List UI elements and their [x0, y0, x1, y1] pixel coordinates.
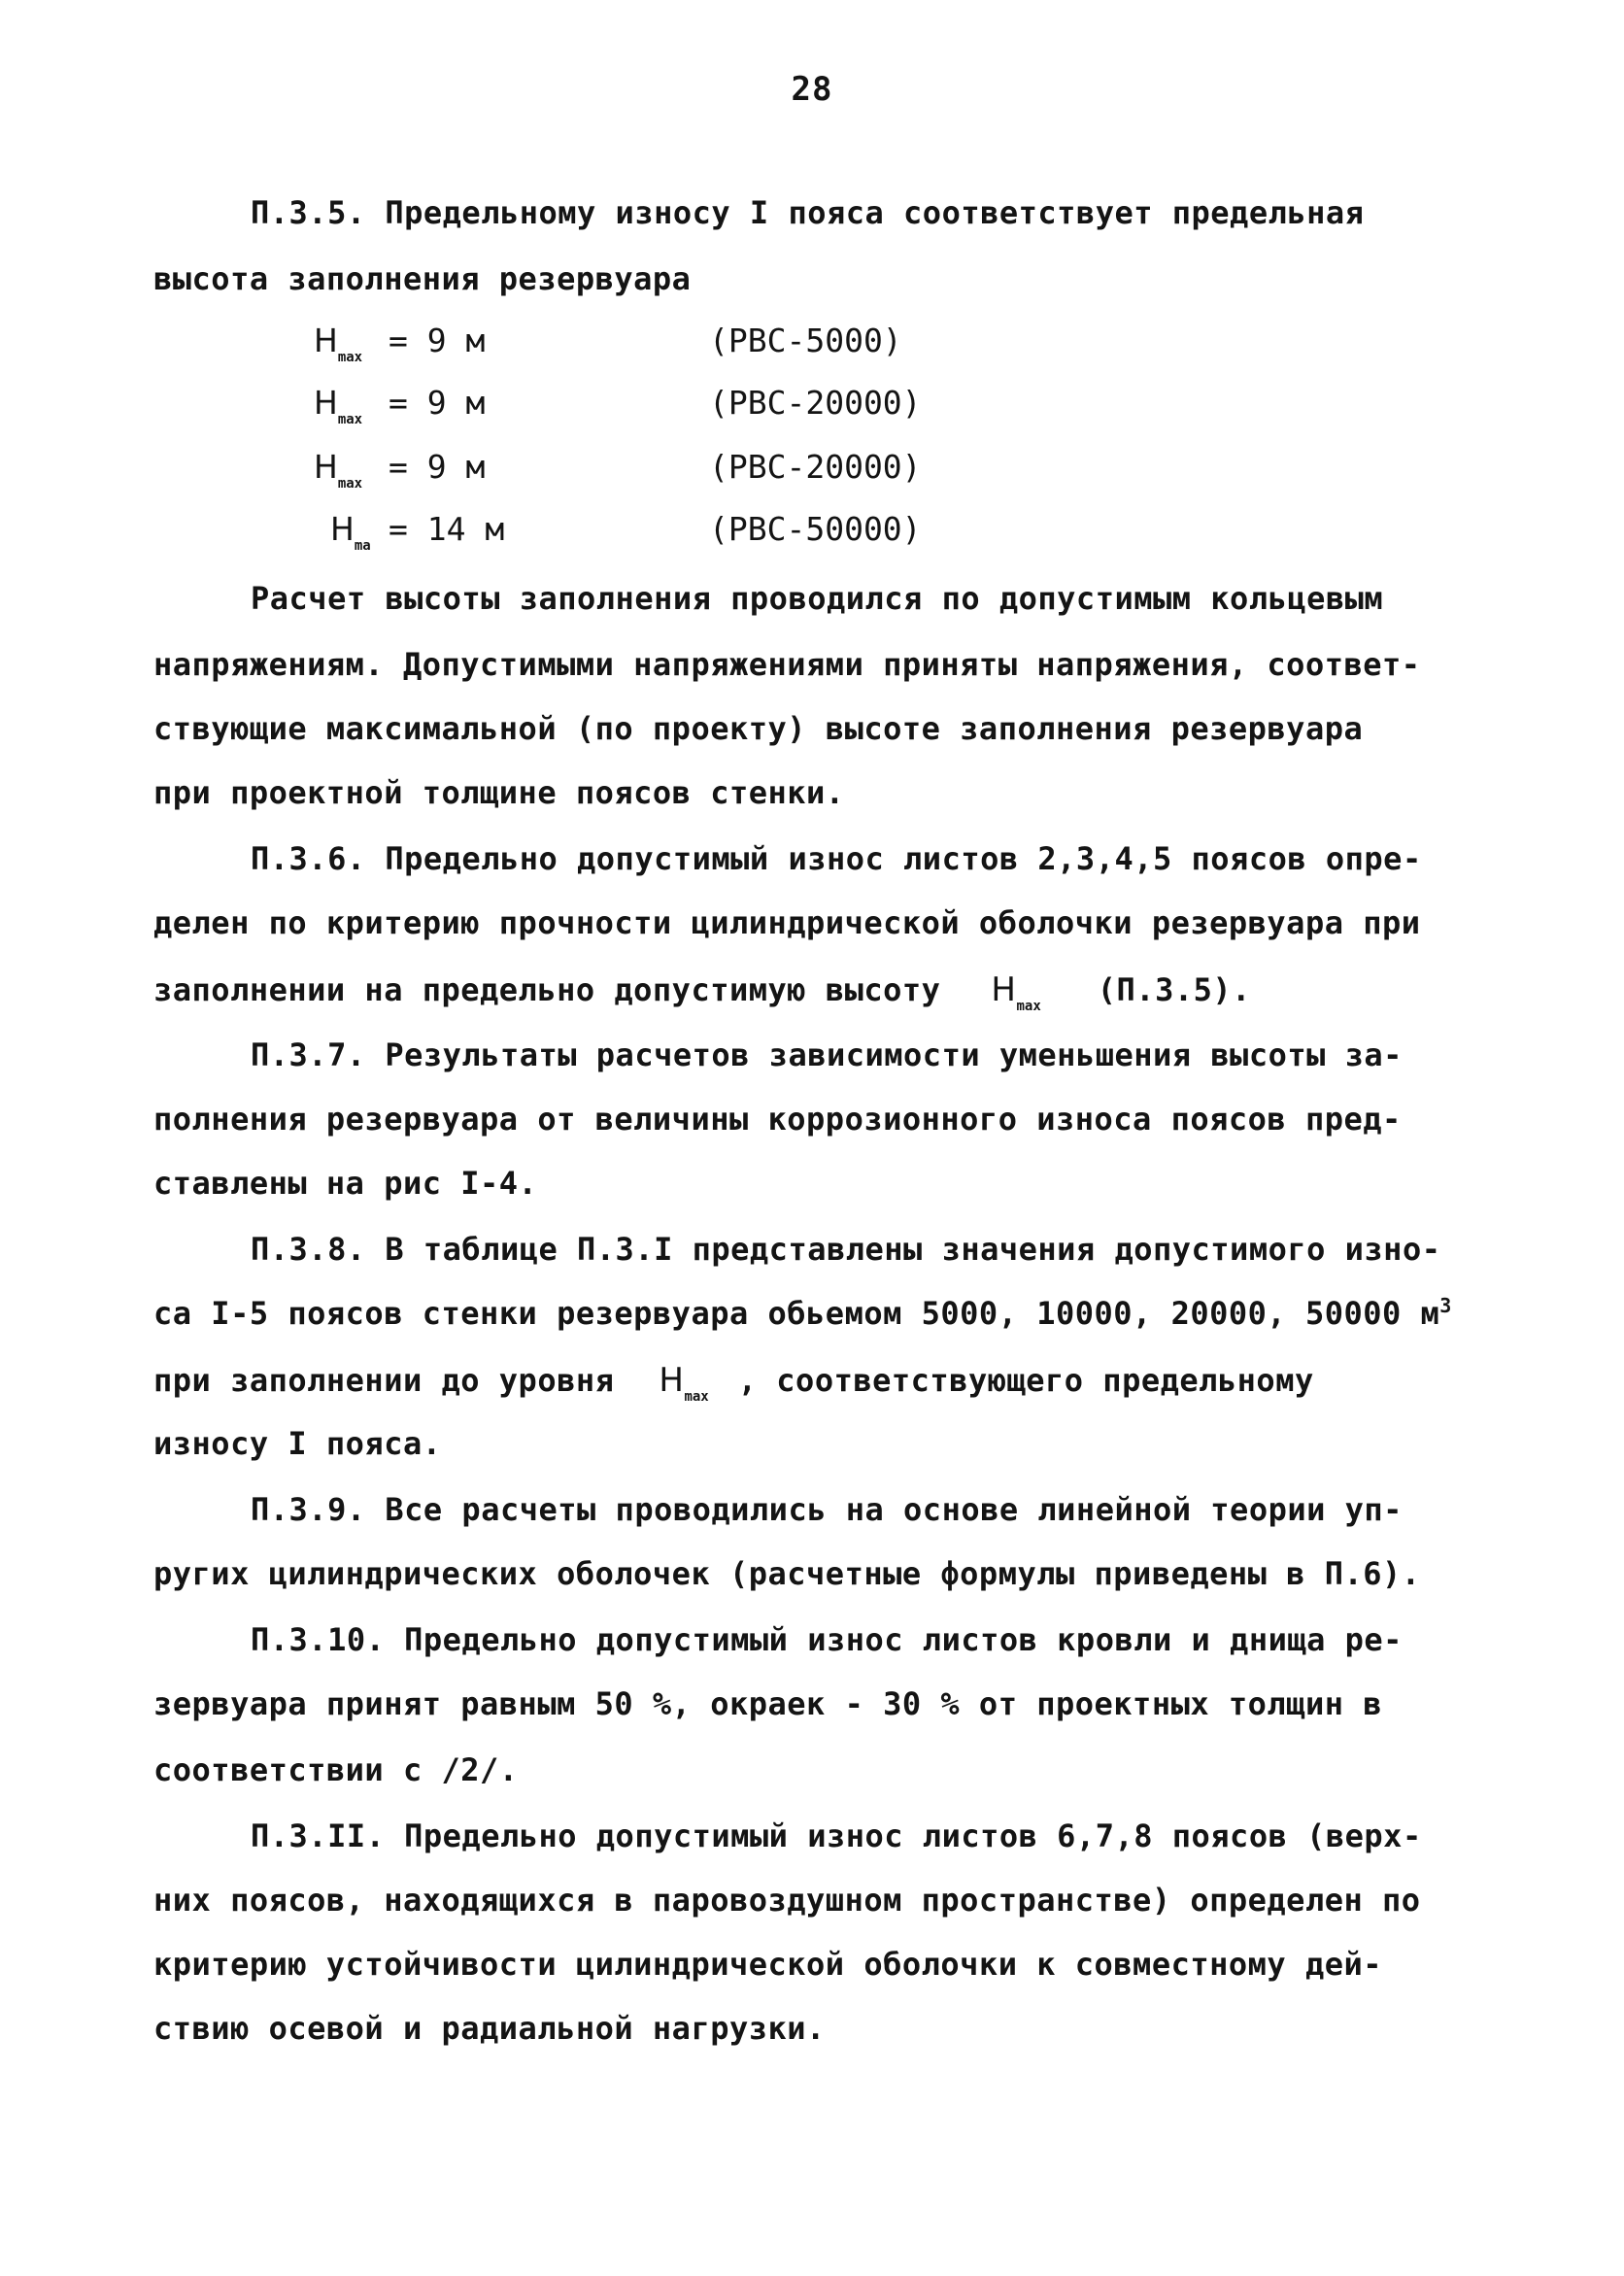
- formula-1-symbol: $H_{max}$: [314, 322, 363, 365]
- p336-line-1: П.3.6. Предельно допустимый износ листов 2,3,4,5 поясов опре-: [251, 840, 1422, 877]
- p335-line-1: П.3.5. Предельному износу I пояса соответствует предельная: [251, 194, 1365, 231]
- calc-line-3: ствующие максимальной (по проекту) высоте заполнения резервуара: [153, 710, 1364, 747]
- formula-2-value: = 9 м: [389, 384, 486, 422]
- p3311-line-2: них поясов, находящихся в паровоздушном пространстве) определен по: [153, 1882, 1421, 1919]
- calc-line-1: Расчет высоты заполнения проводился по допустимым кольцевым: [251, 580, 1384, 617]
- p338-line-3: при заполнении до уровня $H_{max}$ , соответствующего предельному: [153, 1361, 1314, 1405]
- formula-1-value: = 9 м: [389, 322, 486, 359]
- formula-1-type: (РВС-5000): [709, 322, 902, 359]
- p3311-line-3: критерию устойчивости цилиндрической оболочки к совместному дей-: [153, 1946, 1382, 1983]
- p336-line-2: делен по критерию прочности цилиндрической оболочки резервуара при: [153, 904, 1421, 941]
- formula-3-symbol: $H_{max}$: [314, 448, 363, 492]
- formula-3-type: (РВС-20000): [709, 448, 922, 486]
- formula-4-type: (РВС-50000): [709, 510, 922, 548]
- p338-line-2: са I-5 поясов стенки резервуара обьемом 5000, 10000, 20000, 50000 $м^3$: [153, 1294, 1452, 1332]
- p339-line-2: ругих цилиндрических оболочек (расчетные формулы приведены в П.6).: [153, 1555, 1421, 1592]
- formula-4-value: = 14 м: [389, 510, 505, 548]
- page-number: 28: [791, 70, 833, 109]
- p3310-line-3: соответствии с /2/.: [153, 1751, 519, 1788]
- formula-3-value: = 9 м: [389, 448, 486, 486]
- formula-2-type: (РВС-20000): [709, 384, 922, 422]
- p3311-line-1: П.3.II. Предельно допустимый износ листов 6,7,8 поясов (верх-: [251, 1817, 1422, 1854]
- p337-line-3: ставлены на рис I-4.: [153, 1165, 538, 1202]
- calc-line-2: напряжениям. Допустимыми напряжениями приняты напряжения, соответ-: [153, 646, 1421, 683]
- p338-line-1: П.3.8. В таблице П.3.I представлены значения допустимого изно-: [251, 1231, 1441, 1268]
- p3310-line-1: П.3.10. Предельно допустимый износ листов кровли и днища ре-: [251, 1621, 1403, 1658]
- p337-line-2: полнения резервуара от величины коррозионного износа поясов пред-: [153, 1101, 1402, 1138]
- formula-4-symbol: $H_{ma}$: [330, 510, 371, 554]
- p339-line-1: П.3.9. Все расчеты проводились на основе линейной теории уп-: [251, 1491, 1403, 1528]
- p336-line-3: заполнении на предельно допустимую высоту $H_{max}$ (П.3.5).: [153, 970, 1251, 1014]
- p3310-line-2: зервуара принят равным 50 %, окраек - 30 % от проектных толщин в: [153, 1685, 1382, 1722]
- p337-line-1: П.3.7. Результаты расчетов зависимости уменьшения высоты за-: [251, 1036, 1403, 1073]
- p338-line-4: износу I пояса.: [153, 1425, 442, 1462]
- p335-line-2: высота заполнения резервуара: [153, 260, 692, 297]
- calc-line-4: при проектной толщине поясов стенки.: [153, 774, 845, 811]
- p3311-line-4: ствию осевой и радиальной нагрузки.: [153, 2010, 826, 2047]
- formula-2-symbol: $H_{max}$: [314, 384, 363, 427]
